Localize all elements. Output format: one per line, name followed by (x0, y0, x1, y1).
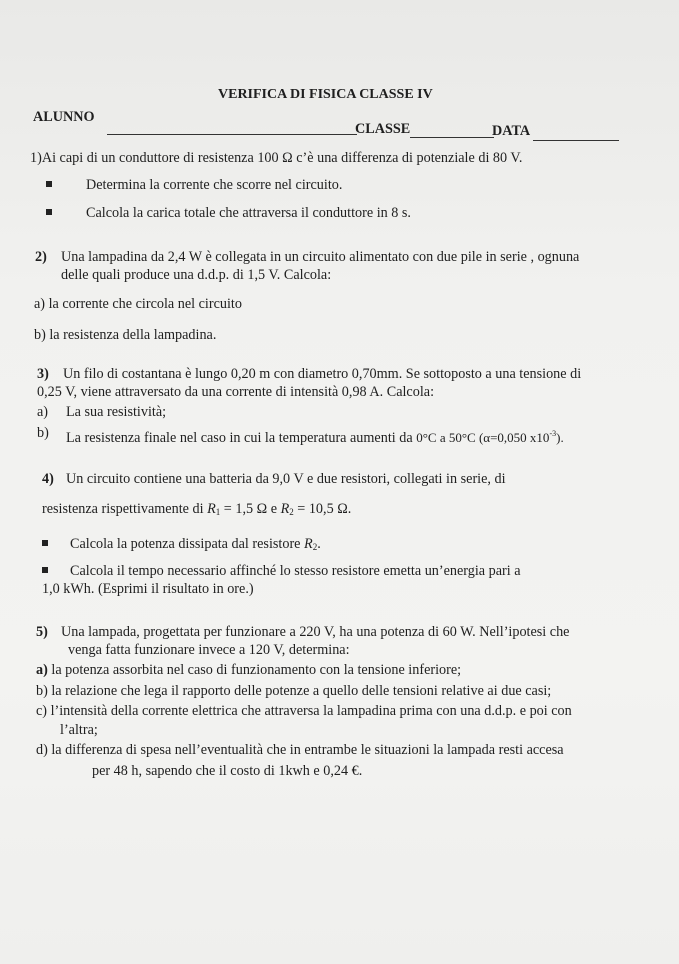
data-blank-line (533, 140, 619, 141)
question-5-item-c-line-1: c) l’intensità della corrente elettrica che attraversa la lampadina prima con una d.d.p. e poi con (36, 703, 572, 719)
classe-label: CLASSE (355, 121, 411, 137)
question-2-item-a: a) la corrente che circola nel circuito (34, 296, 242, 312)
question-5-line-2: venga fatta funzionare invece a 120 V, determina: (68, 642, 350, 658)
data-label: DATA (492, 123, 531, 139)
question-2-line-1: Una lampadina da 2,4 W è collegata in un circuito alimentato con due pile in serie , ognuna (61, 249, 580, 265)
question-1-text: 1)Ai capi di un conduttore di resistenza 100 Ω c’è una differenza di potenziale di 80 V. (30, 150, 523, 166)
question-3-number: 3) (37, 366, 49, 382)
question-5-item-c-line-2: l’altra; (60, 722, 98, 738)
bullet-icon (42, 567, 48, 573)
question-2-line-2: delle quali produce una d.d.p. di 1,5 V. Calcola: (61, 267, 332, 283)
bullet-icon (42, 540, 48, 546)
question-5-item-a: a) la potenza assorbita nel caso di funzionamento con la tensione inferiore; (36, 662, 462, 678)
bullet-icon (46, 209, 52, 215)
question-5-item-d-line-2: per 48 h, sapendo che il costo di 1kwh e 0,24 €. (92, 763, 363, 779)
question-3-item-a: La sua resistività; (66, 404, 167, 420)
question-4-line-2: resistenza rispettivamente di $R_1 = 1,5$ Ω e $R_2 = 10,5$ Ω. (42, 501, 352, 517)
question-4-item-1: Calcola la potenza dissipata dal resistore $R_2$. (70, 536, 321, 552)
question-5-item-b: b) la relazione che lega il rapporto delle potenze a quello delle tensioni relative ai due casi; (36, 683, 552, 699)
bullet-icon (46, 181, 52, 187)
question-2-number: 2) (35, 249, 47, 265)
question-4-number: 4) (42, 471, 54, 487)
question-5-number: 5) (36, 624, 48, 640)
question-3-item-b-temp: 0°C a 50°C (α=0,050 $x10^{-3}$). (416, 429, 564, 445)
question-3-line-2: 0,25 V, viene attraversato da una corrente di intensità 0,98 A. Calcola: (37, 384, 435, 400)
alunno-label: ALUNNO (33, 109, 95, 125)
classe-blank-line (410, 137, 494, 138)
question-1-item-1: Determina la corrente che scorre nel circuito. (86, 177, 343, 193)
question-1-item-2: Calcola la carica totale che attraversa il conduttore in 8 s. (86, 205, 411, 221)
question-3-line-1: Un filo di costantana è lungo 0,20 m con diametro 0,70mm. Se sottoposto a una tensione di (63, 366, 582, 382)
question-4-line-1: Un circuito contiene una batteria da 9,0 V e due resistori, collegati in serie, di (66, 471, 506, 487)
question-4-item-2-line-1: Calcola il tempo necessario affinché lo stesso resistore emetta un’energia pari a (70, 563, 521, 579)
question-2-item-b: b) la resistenza della lampadina. (34, 327, 217, 343)
alunno-blank-line (107, 134, 357, 135)
question-3-item-b-text: La resistenza finale nel caso in cui la temperatura aumenti da (66, 430, 413, 446)
question-5-item-d-line-1: d) la differenza di spesa nell’eventualità che in entrambe le situazioni la lampada resti accesa (36, 742, 564, 758)
question-3-item-b (66, 425, 564, 447)
question-5-line-1: Una lampada, progettata per funzionare a 220 V, ha una potenza di 60 W. Nell’ipotesi che (61, 624, 570, 640)
question-3-item-a-label: a) (37, 404, 49, 420)
question-4-item-2-line-2: 1,0 kWh. (Esprimi il risultato in ore.) (42, 581, 254, 597)
question-3-item-b-label: b) (37, 425, 49, 441)
page-title: VERIFICA DI FISICA CLASSE IV (218, 87, 433, 102)
